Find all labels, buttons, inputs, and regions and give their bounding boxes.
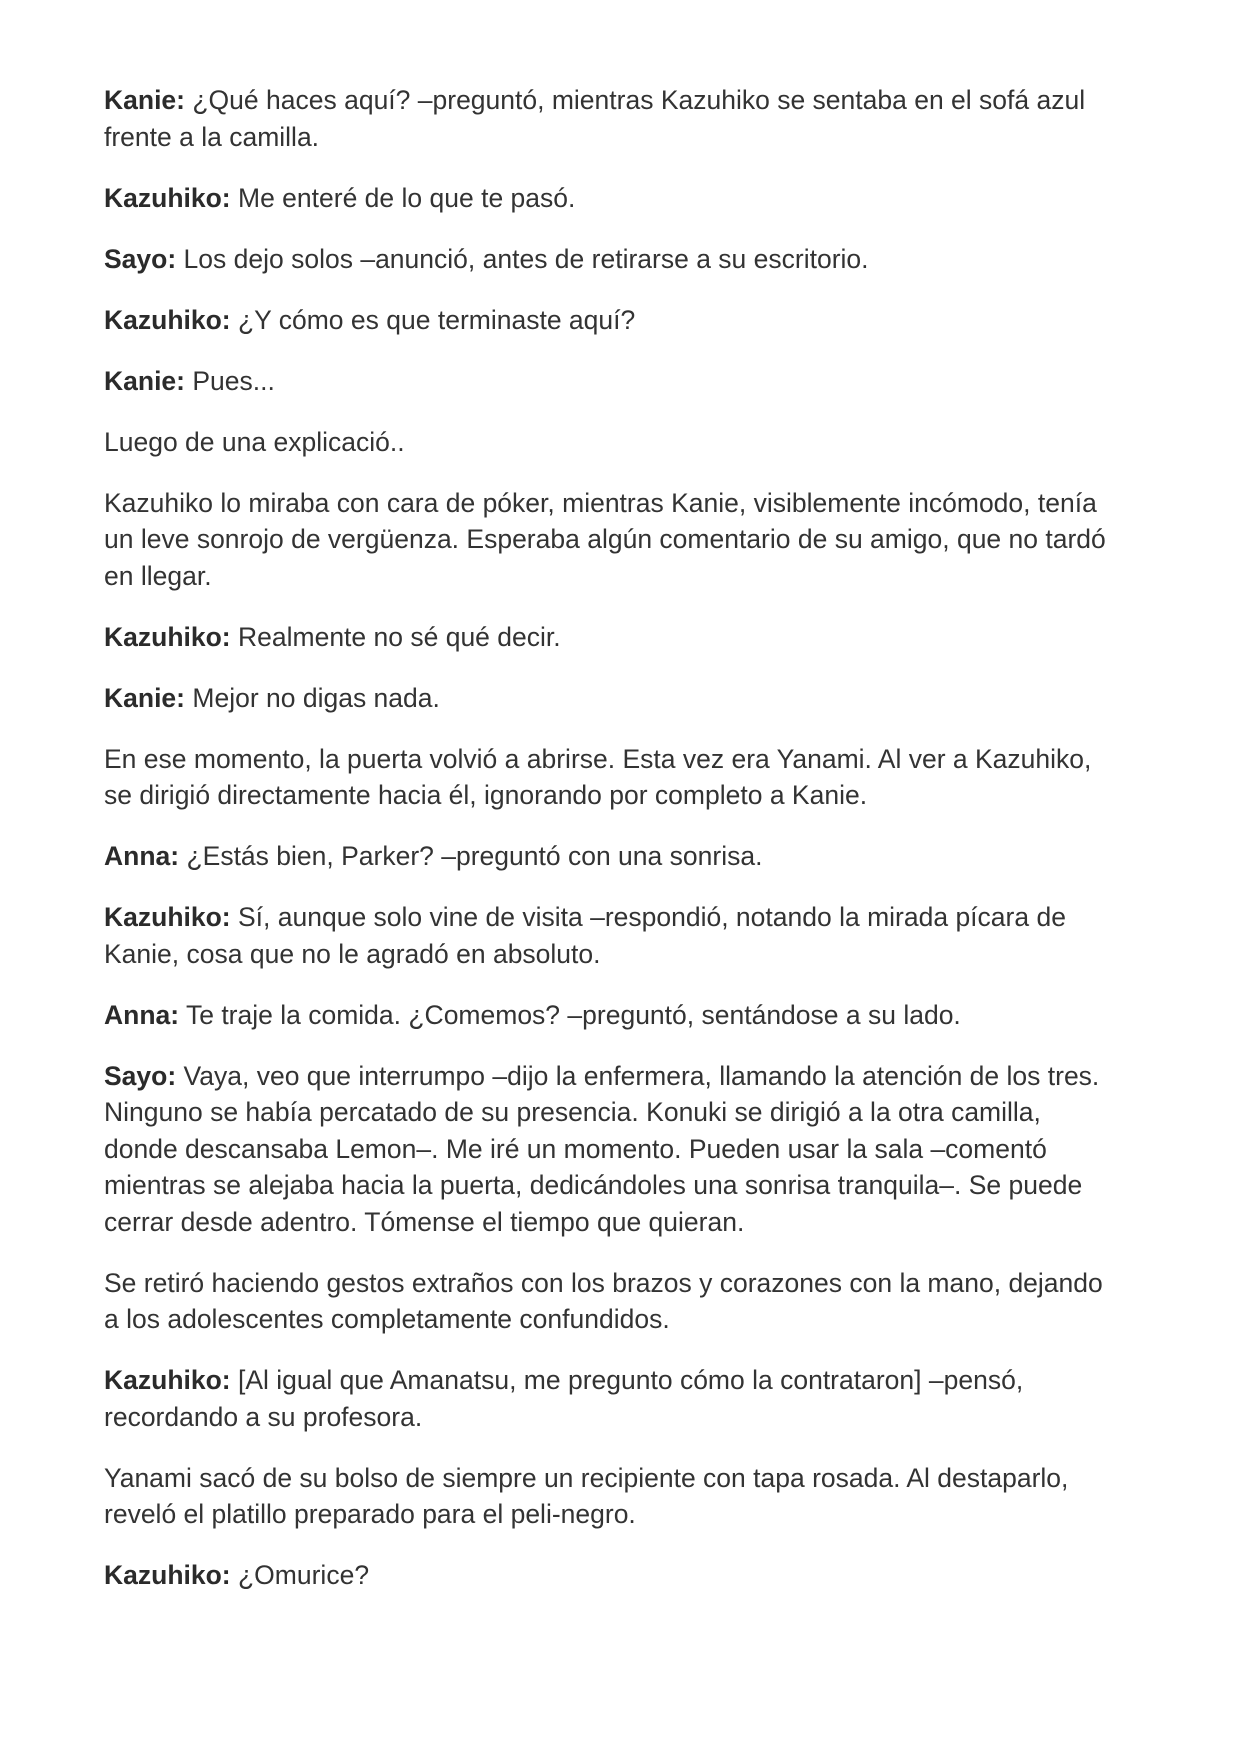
paragraph-text: Luego de una explicació.. [104, 426, 405, 457]
paragraph-text: ¿Qué haces aquí? –preguntó, mientras Kazuhiko se sentaba en el sofá azul frente a la camilla. [104, 85, 1086, 152]
paragraph-text: Realmente no sé qué decir. [238, 621, 561, 652]
paragraph-text: En ese momento, la puerta volvió a abrirse. Esta vez era Yanami. Al ver a Kazuhiko, se dirigió directamente hacia él, ignorando por completo a Kanie. [104, 743, 1092, 810]
paragraph-5 [104, 363, 1114, 400]
paragraph-text: Se retiró haciendo gestos extraños con los brazos y corazones con la mano, dejando a los adolescentes completamente confundidos. [104, 1267, 1103, 1334]
paragraph-18 [104, 1557, 1114, 1594]
paragraph-17 [104, 1460, 1114, 1533]
paragraph-text: Vaya, veo que interrumpo –dijo la enfermera, llamando la atención de los tres. Ninguno se había percatado de su presencia. Konuki se dirigió a la otra camilla, donde descansaba Lemon–. Me iré un momento. Pueden usar la sala –comentó mientras se alejaba hacia la puerta, dedicándoles una sonrisa tranquila–. Se puede cerrar desde adentro. Tómense el tiempo que quieran. [104, 1060, 1100, 1237]
paragraph-8 [104, 619, 1114, 656]
paragraph-3 [104, 241, 1114, 278]
paragraph-text: Mejor no digas nada. [192, 682, 440, 713]
paragraph-text: Yanami sacó de su bolso de siempre un recipiente con tapa rosada. Al destaparlo, reveló el platillo preparado para el peli-negro. [104, 1462, 1069, 1529]
speaker-name: Kazuhiko: [104, 902, 231, 932]
paragraph-text: Me enteré de lo que te pasó. [238, 182, 576, 213]
paragraph-10 [104, 741, 1114, 814]
speaker-name: Anna: [104, 999, 180, 1030]
speaker-name: Kanie: [104, 682, 185, 713]
speaker-name: Kazuhiko: [104, 182, 231, 213]
paragraph-text: ¿Estás bien, Parker? –preguntó con una sonrisa. [186, 841, 763, 871]
paragraph-text: Te traje la comida. ¿Comemos? –preguntó, sentándose a su lado. [185, 999, 961, 1030]
speaker-name: Kanie: [104, 365, 185, 396]
paragraph-text: Kazuhiko lo miraba con cara de póker, mientras Kanie, visiblemente incómodo, tenía un leve sonrojo de vergüenza. Esperaba algún comentario de su amigo, que no tardó en llegar. [104, 487, 1106, 591]
paragraph-14 [104, 1058, 1114, 1241]
speaker-name: Kazuhiko: [104, 1365, 231, 1395]
speaker-name: Kazuhiko: [104, 621, 231, 652]
paragraph-7 [104, 485, 1114, 595]
paragraph-13 [104, 997, 1114, 1034]
paragraph-text: Pues... [192, 365, 275, 396]
paragraph-15 [104, 1265, 1114, 1338]
paragraph-text: Sí, aunque solo vine de visita –respondió, notando la mirada pícara de Kanie, cosa que no le agradó en absoluto. [104, 902, 1066, 969]
speaker-name: Kazuhiko: [104, 1560, 231, 1590]
paragraph-text: [Al igual que Amanatsu, me pregunto cómo la contrataron] –pensó, recordando a su profesora. [104, 1365, 1024, 1432]
speaker-name: Kanie: [104, 85, 185, 115]
paragraph-text: ¿Omurice? [238, 1560, 370, 1590]
document-body [104, 82, 1114, 1618]
paragraph-11 [104, 838, 1114, 875]
paragraph-6 [104, 424, 1114, 461]
paragraph-text: ¿Y cómo es que terminaste aquí? [238, 304, 636, 335]
paragraph-9 [104, 680, 1114, 717]
speaker-name: Kazuhiko: [104, 304, 231, 335]
speaker-name: Anna: [104, 841, 180, 871]
paragraph-text: Los dejo solos –anunció, antes de retirarse a su escritorio. [183, 243, 869, 274]
speaker-name: Sayo: [104, 1060, 177, 1091]
paragraph-16 [104, 1362, 1114, 1435]
speaker-name: Sayo: [104, 243, 177, 274]
paragraph-4 [104, 302, 1114, 339]
paragraph-12 [104, 899, 1114, 972]
paragraph-2 [104, 180, 1114, 217]
paragraph-1 [104, 82, 1114, 155]
